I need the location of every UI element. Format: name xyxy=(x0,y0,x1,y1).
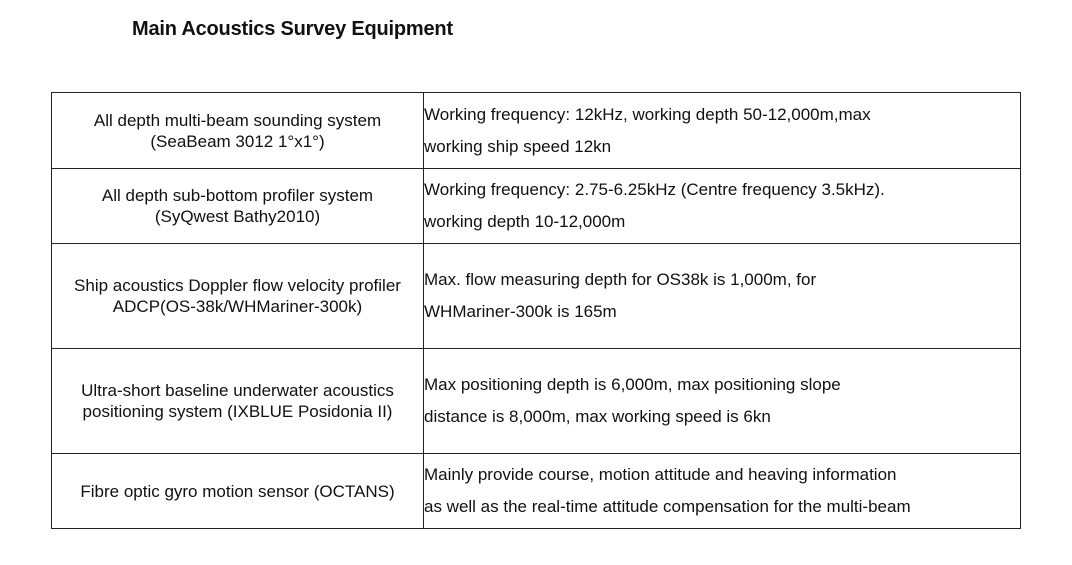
equipment-name-cell xyxy=(52,169,424,244)
spec-line: Working frequency: 12kHz, working depth 50-12,000m,max xyxy=(424,104,871,124)
equipment-spec-cell xyxy=(424,169,1021,244)
equipment-table xyxy=(51,92,1021,529)
equipment-name-line: Ship acoustics Doppler flow velocity profiler xyxy=(74,276,401,295)
spec-line: distance is 8,000m, max working speed is 6kn xyxy=(424,407,771,426)
equipment-name-line: All depth sub-bottom profiler system xyxy=(101,186,374,205)
spec-line: working ship speed 12kn xyxy=(424,136,612,156)
equipment-name-cell xyxy=(52,454,424,529)
spec-line: WHMariner-300k is 165m xyxy=(424,302,617,321)
equipment-name-cell xyxy=(52,93,424,169)
equipment-model-line: (SyQwest Bathy2010) xyxy=(154,207,321,226)
table-row xyxy=(52,349,1021,454)
equipment-name-line: Ultra-short baseline underwater acoustics xyxy=(81,381,394,400)
equipment-model-line: (SeaBeam 3012 1°x1°) xyxy=(150,131,325,151)
equipment-name-cell xyxy=(52,349,424,454)
table-row xyxy=(52,454,1021,529)
equipment-model-line: positioning system (IXBLUE Posidonia II) xyxy=(82,402,393,421)
equipment-spec-cell xyxy=(424,244,1021,349)
equipment-name-line: All depth multi-beam sounding system xyxy=(93,110,382,130)
table-row xyxy=(52,93,1021,169)
equipment-name-line: Fibre optic gyro motion sensor (OCTANS) xyxy=(80,481,395,501)
equipment-spec-cell xyxy=(424,349,1021,454)
spec-line: Working frequency: 2.75-6.25kHz (Centre frequency 3.5kHz). xyxy=(424,180,885,199)
spec-line: Max positioning depth is 6,000m, max positioning slope xyxy=(424,375,841,394)
equipment-spec-cell xyxy=(424,454,1021,529)
spec-line: Mainly provide course, motion attitude and heaving information xyxy=(424,465,897,484)
spec-line: working depth 10-12,000m xyxy=(424,212,626,231)
equipment-name-cell xyxy=(52,244,424,349)
page-title: Main Acoustics Survey Equipment xyxy=(132,18,453,40)
spec-line: Max. flow measuring depth for OS38k is 1,000m, for xyxy=(424,270,817,289)
table-row xyxy=(52,244,1021,349)
equipment-spec-cell xyxy=(424,93,1021,169)
equipment-model-line: ADCP(OS-38k/WHMariner-300k) xyxy=(112,297,363,316)
table-row xyxy=(52,169,1021,244)
spec-line: as well as the real-time attitude compensation for the multi-beam xyxy=(424,497,911,516)
